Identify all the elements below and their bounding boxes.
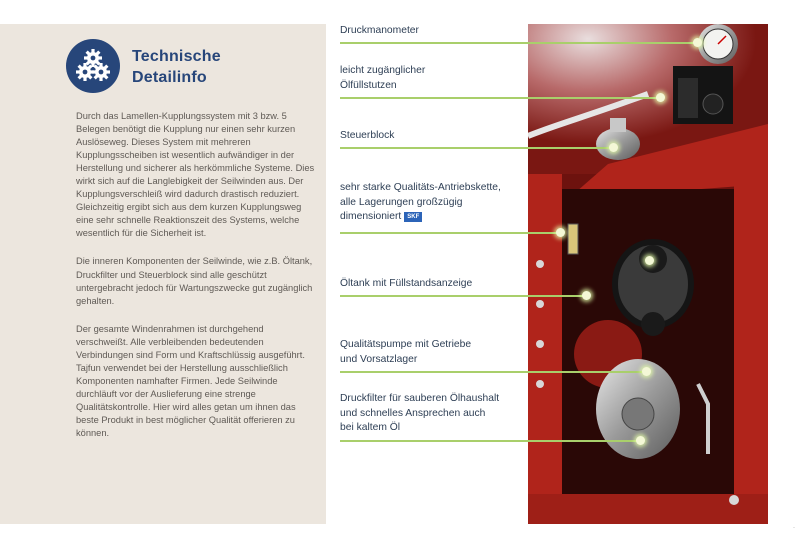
callout-underline: [340, 147, 530, 149]
marker-dot: [645, 256, 654, 265]
paragraph-components: Die inneren Komponenten der Seilwinde, wie z.B. Öltank, Druckfilter und Steuerblock sind alle geschützt untergebracht jedoch für Wartungszwecke gut zugänglich gehalten.: [76, 256, 313, 306]
callout-drive-chain: [340, 181, 501, 225]
marker-dot: [609, 143, 618, 152]
info-body: [76, 110, 316, 455]
callout-label: Druckfilter für sauberen Ölhaushalt und schnelles Ansprechen auch bei kaltem Öl: [340, 393, 500, 433]
callout-underline: [340, 295, 530, 297]
leader-line-oil-filler: [520, 97, 660, 99]
gears-icon: [66, 39, 120, 93]
marker-dot: [556, 228, 565, 237]
callout-underline: [340, 440, 530, 442]
info-heading: [132, 46, 221, 88]
callout-pressure-filter: [340, 392, 499, 436]
marker-dot: [642, 367, 651, 376]
leader-line-pump: [520, 371, 646, 373]
leader-line-pressure-filter: [520, 440, 640, 442]
callout-control-block: [340, 129, 394, 144]
leader-line-oil-tank: [520, 295, 586, 297]
callout-oil-tank: [340, 277, 472, 292]
leader-line-control-block: [520, 147, 613, 149]
callout-underline: [340, 371, 530, 373]
marker-dot: [636, 436, 645, 445]
callout-label: Qualitätspumpe mit Getriebe und Vorsatzlager: [340, 339, 472, 365]
callout-underline: [340, 42, 530, 44]
leader-line-drive-chain: [520, 232, 560, 234]
callout-label: sehr starke Qualitäts-Antriebskette, alle Lagerungen großzügig dimensioniert: [340, 182, 501, 222]
callout-underline: [340, 232, 530, 234]
paragraph-frame: Der gesamte Windenrahmen ist durchgehend verschweißt. Alle verbleibenden bedeutenden Verbindungen sind Form und Kraftschlüssig ausgeführt. Tajfun verwendet bei der Herstellung ausschließlich Komponenten namhafter Firmen. Jede Seilwinde durchläuft vor der Auslieferung eine strenge Qualitätskontrolle. Hier wird alles getan um ihnen das beste Produkt in best möglicher Qualität offerieren zu können.: [76, 323, 305, 439]
callout-column: [330, 0, 530, 533]
leader-line-pressure-gauge: [520, 42, 697, 44]
paragraph-clutch: Durch das Lamellen-Kupplungssystem mit 3 bzw. 5 Belegen benötigt die Kupplung nur einen sehr kurzen Auslöseweg. Dieses System mit mehreren Kupplungsscheiben ist wesentlich aufwändiger in der Herstellung und sicherer als herkömmliche Systeme. Dies wirkt sich auf die Langlebigkeit der Seilwinden aus. Der Kupplungsverschleiß wird dadurch drastisch reduziert. Gleichzeitig ergibt sich aus dem kurzen Kupplungsweg eine sehr schnelle Reaktionszeit des Systems, welche wesentlich für die Sicherheit ist.: [76, 111, 315, 239]
heading-line-1: Technische: [132, 48, 221, 65]
corner-mark: ·: [793, 525, 795, 531]
callout-pressure-gauge: [340, 24, 419, 39]
skf-badge: SKF: [404, 212, 422, 222]
callout-label: Öltank mit Füllstandsanzeige: [340, 278, 473, 289]
callout-pump: [340, 338, 471, 367]
heading-line-2: Detailinfo: [132, 69, 207, 86]
marker-dot: [693, 38, 702, 47]
callout-oil-filler: [340, 64, 425, 93]
callout-label: leicht zugänglicher Ölfüllstutzen: [340, 65, 426, 91]
callout-label: Steuerblock: [340, 130, 395, 141]
callout-label: Druckmanometer: [340, 25, 419, 36]
winch-interior-photo: [528, 24, 768, 524]
marker-dot: [582, 291, 591, 300]
marker-dot: [656, 93, 665, 102]
callout-underline: [340, 97, 530, 99]
